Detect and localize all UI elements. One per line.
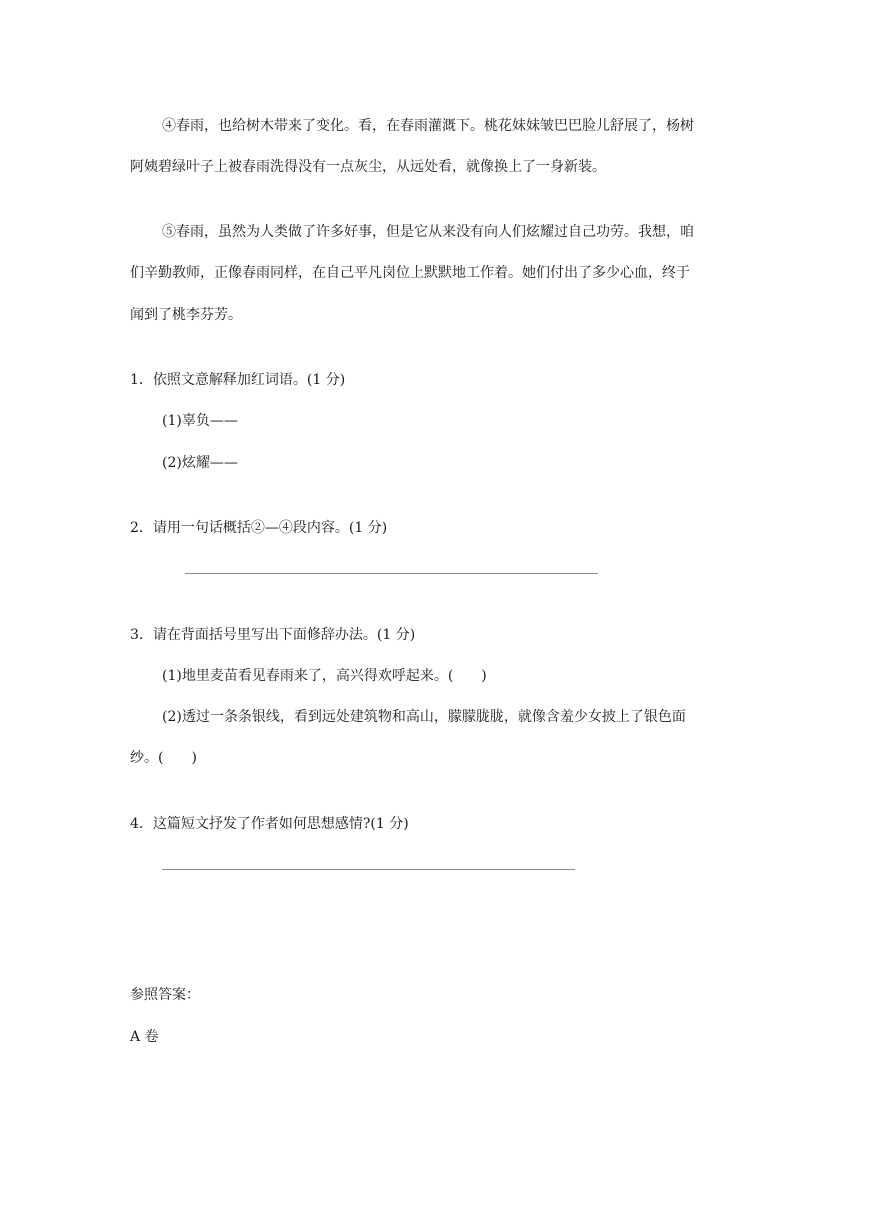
question-3-title: 3．请在背面括号里写出下面修辞办法。(1 分)	[130, 627, 416, 643]
question-3-item-1: (1)地里麦苗看见春雨来了，高兴得欢呼起来。( )	[162, 668, 487, 684]
question-1-item-1: (1)辜负——	[162, 413, 238, 429]
question-1-title: 1．依照文意解释加红词语。(1 分)	[130, 372, 346, 388]
question-1-item-2: (2)炫耀——	[162, 455, 238, 471]
question-3-item-2-line-1: (2)透过一条条银线，看到远处建筑物和高山，朦朦胧胧，就像含羞少女披上了银色面	[162, 709, 686, 725]
paragraph-5-line-2: 们辛勤教师，正像春雨同样，在自己平凡岗位上默默地工作着。她们付出了多少心血，终于	[130, 265, 690, 281]
question-2-answer-line	[185, 573, 598, 574]
paragraph-4-line-2: 阿姨碧绿叶子上被春雨洗得没有一点灰尘，从远处看，就像换上了一身新装。	[130, 159, 606, 175]
paragraph-4-line-1: ④春雨，也给树木带来了变化。看，在春雨灌溉下。桃花妹妹皱巴巴脸儿舒展了，杨树	[162, 118, 694, 134]
paragraph-5-line-1: ⑤春雨，虽然为人类做了许多好事，但是它从来没有向人们炫耀过自己功劳。我想，咱	[162, 224, 694, 240]
answers-section-label: A 卷	[130, 1029, 159, 1045]
question-4-answer-line	[162, 869, 575, 870]
answers-heading: 参照答案：	[130, 987, 200, 1003]
question-2-title: 2．请用一句话概括②—④段内容。(1 分)	[130, 520, 388, 536]
question-3-item-2-line-2: 纱。( )	[130, 750, 197, 766]
question-4-title: 4．这篇短文抒发了作者如何思想感情?(1 分)	[130, 816, 409, 832]
paragraph-5-line-3: 闻到了桃李芬芳。	[130, 307, 242, 323]
